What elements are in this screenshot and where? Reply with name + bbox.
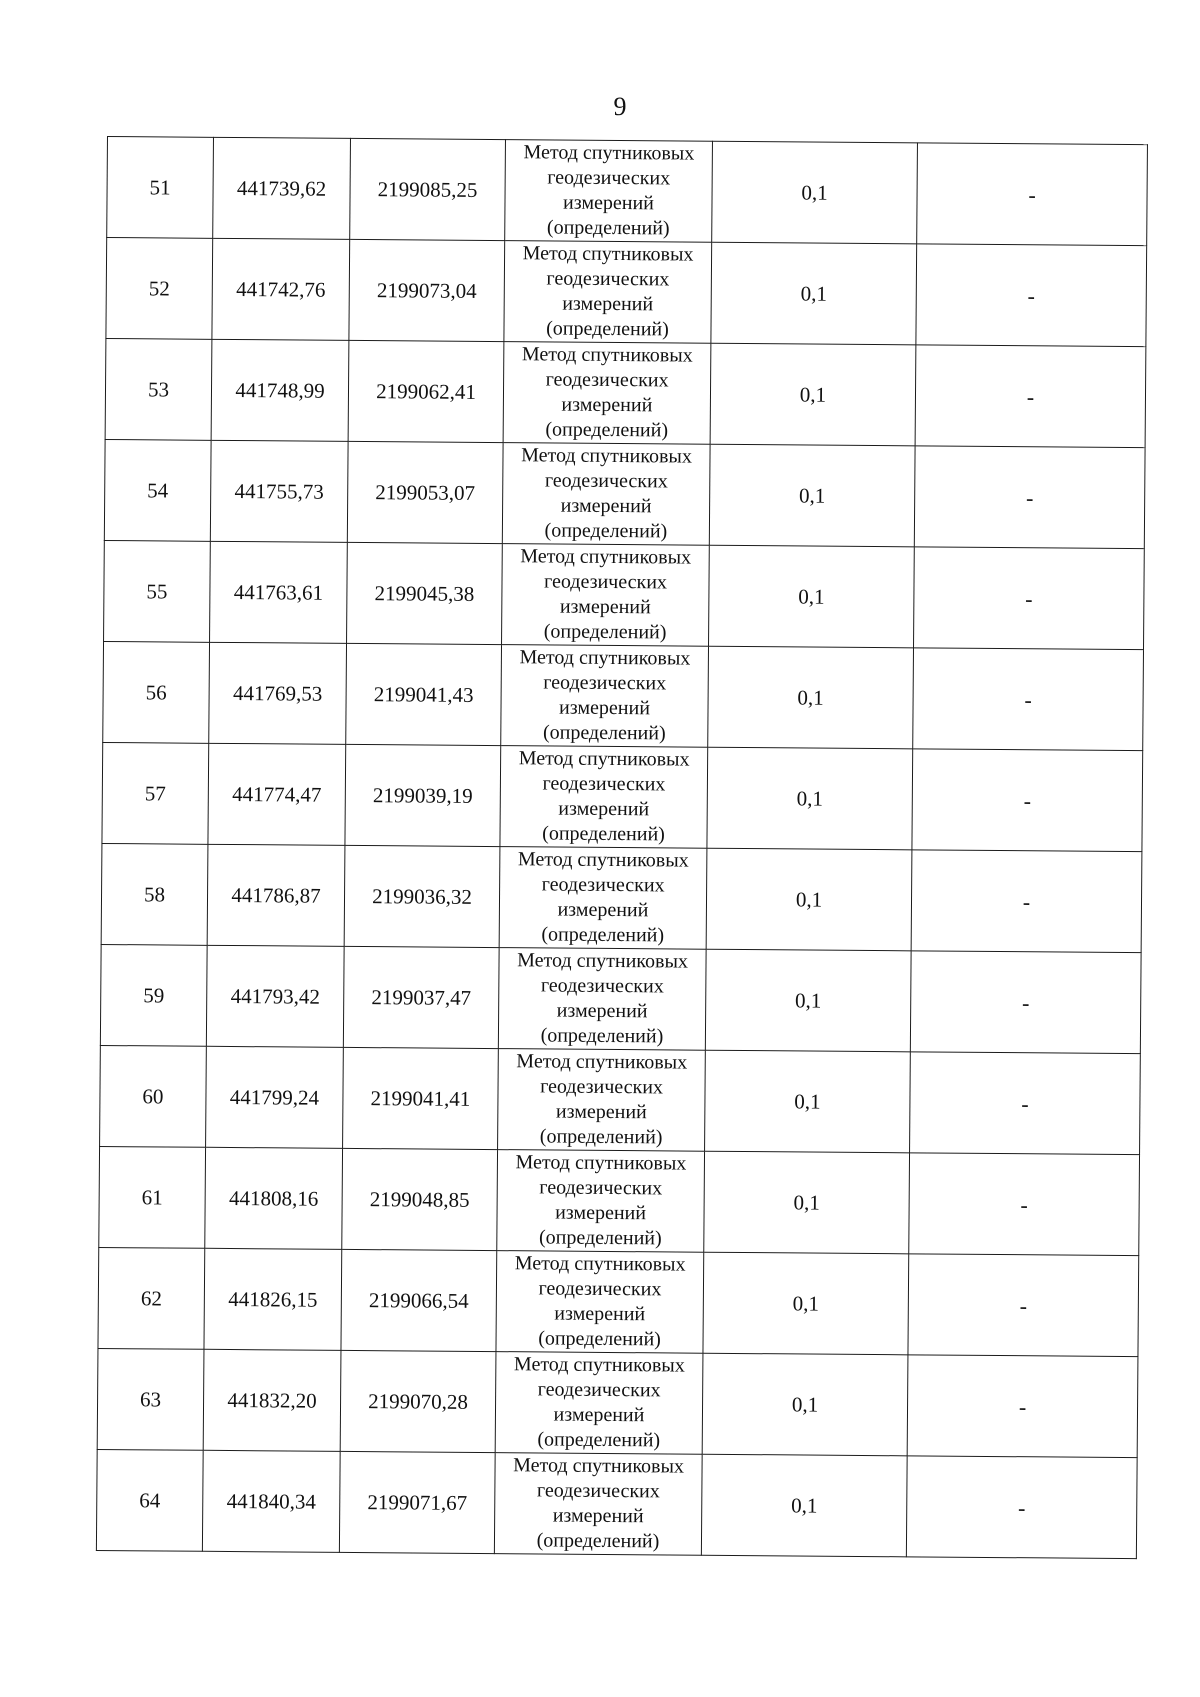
- table-row: [97, 1348, 1138, 1457]
- point-number-cell: 64: [96, 1449, 203, 1551]
- method-text-line: Метод спутниковых: [519, 646, 691, 670]
- method-text-line: измерений: [553, 1403, 645, 1427]
- method-cell: [495, 1352, 703, 1455]
- x-coordinate-cell: 441793,42: [206, 945, 344, 1047]
- x-coordinate-cell: 441826,15: [204, 1248, 342, 1350]
- y-coordinate-cell: 2199062,41: [348, 340, 504, 442]
- method-text-line: (определений): [537, 1428, 661, 1452]
- method-text-line: измерений: [562, 292, 654, 316]
- table-row: [104, 540, 1145, 649]
- coordinates-table-wrapper: [96, 136, 1147, 1559]
- point-number-cell: 56: [103, 641, 210, 743]
- point-number-cell: 57: [102, 742, 209, 844]
- point-number-cell: 51: [107, 137, 214, 239]
- method-text-line: геодезических: [543, 671, 667, 695]
- method-text-line: Метод спутниковых: [513, 1353, 685, 1377]
- method-text-line: (определений): [542, 822, 665, 846]
- y-coordinate-cell: 2199066,54: [341, 1249, 497, 1351]
- x-coordinate-cell: 441808,16: [205, 1147, 343, 1249]
- method-text-line: измерений: [560, 494, 652, 518]
- method-cell: [498, 948, 706, 1051]
- method-cell: [494, 1453, 702, 1556]
- method-text-line: (определений): [540, 1024, 664, 1048]
- method-cell: [501, 645, 709, 748]
- method-text-line: Метод спутниковых: [516, 1050, 688, 1074]
- accuracy-cell: 0,1: [712, 141, 918, 244]
- method-cell: [498, 1049, 706, 1152]
- method-text-line: геодезических: [545, 368, 669, 392]
- point-number-cell: 55: [104, 540, 211, 642]
- description-cell: -: [910, 951, 1141, 1054]
- x-coordinate-cell: 441763,61: [210, 541, 348, 643]
- method-cell: [500, 746, 708, 849]
- description-cell: -: [917, 143, 1148, 246]
- method-text-line: геодезических: [539, 1176, 663, 1200]
- method-text-line: геодезических: [546, 267, 670, 291]
- method-text-line: (определений): [544, 519, 668, 543]
- description-cell: -: [910, 1052, 1141, 1155]
- accuracy-cell: 0,1: [702, 1353, 908, 1456]
- y-coordinate-cell: 2199048,85: [342, 1148, 498, 1250]
- x-coordinate-cell: 441739,62: [213, 137, 351, 239]
- accuracy-cell: 0,1: [709, 545, 915, 648]
- page-number: 9: [613, 92, 627, 121]
- accuracy-cell: 0,1: [701, 1454, 907, 1557]
- table-row: [102, 742, 1143, 851]
- accuracy-cell: 0,1: [710, 343, 916, 446]
- x-coordinate-cell: 441769,53: [209, 642, 347, 744]
- method-text-line: (определений): [536, 1529, 660, 1553]
- description-cell: -: [914, 547, 1145, 650]
- method-text-line: измерений: [557, 898, 649, 922]
- point-number-cell: 61: [99, 1146, 206, 1248]
- method-text-line: (определений): [546, 216, 670, 240]
- accuracy-cell: 0,1: [705, 949, 911, 1052]
- method-text-line: Метод спутниковых: [517, 848, 689, 872]
- method-cell: [497, 1150, 705, 1253]
- table-row: [107, 137, 1148, 246]
- accuracy-cell: 0,1: [705, 1050, 911, 1153]
- y-coordinate-cell: 2199070,28: [340, 1350, 496, 1452]
- method-text-line: Метод спутниковых: [517, 949, 689, 973]
- method-text-line: геодезических: [544, 469, 668, 493]
- method-cell: [503, 342, 711, 445]
- table-row: [101, 843, 1142, 952]
- point-number-cell: 63: [97, 1348, 204, 1450]
- description-cell: -: [913, 648, 1144, 751]
- method-text-line: геодезических: [543, 570, 668, 594]
- method-text-line: измерений: [559, 696, 651, 720]
- y-coordinate-cell: 2199036,32: [344, 845, 500, 947]
- method-text-line: Метод спутниковых: [515, 1151, 687, 1175]
- method-text-line: геодезических: [542, 772, 666, 796]
- description-cell: -: [908, 1254, 1139, 1357]
- method-text-line: (определений): [545, 418, 669, 442]
- method-text-line: геодезических: [537, 1378, 661, 1402]
- table-row: [104, 439, 1145, 548]
- method-text-line: (определений): [539, 1125, 663, 1149]
- method-cell: [499, 847, 707, 950]
- y-coordinate-cell: 2199041,43: [346, 643, 502, 745]
- method-text-line: геодезических: [536, 1479, 660, 1503]
- point-number-cell: 58: [101, 843, 208, 945]
- y-coordinate-cell: 2199045,38: [347, 542, 503, 644]
- method-text-line: (определений): [546, 317, 669, 341]
- method-cell: [505, 140, 713, 243]
- method-text-line: геодезических: [547, 166, 671, 190]
- method-text-line: измерений: [556, 999, 648, 1023]
- method-text-line: Метод спутниковых: [523, 141, 695, 165]
- method-text-line: Метод спутниковых: [514, 1252, 686, 1276]
- method-text-line: Метод спутниковых: [520, 545, 692, 569]
- method-text-line: (определений): [538, 1226, 662, 1250]
- method-text-line: Метод спутниковых: [521, 343, 693, 367]
- description-cell: -: [914, 446, 1145, 549]
- method-cell: [504, 241, 712, 344]
- method-text-line: Метод спутниковых: [521, 444, 692, 468]
- accuracy-cell: 0,1: [711, 242, 917, 345]
- method-text-line: Метод спутниковых: [522, 242, 694, 266]
- point-number-cell: 59: [100, 944, 207, 1046]
- method-text-line: (определений): [542, 721, 666, 745]
- point-number-cell: 53: [105, 338, 212, 440]
- coordinates-table: [96, 136, 1148, 1559]
- accuracy-cell: 0,1: [703, 1252, 909, 1355]
- accuracy-cell: 0,1: [709, 444, 915, 547]
- method-cell: [502, 443, 710, 546]
- table-row: [98, 1247, 1139, 1356]
- x-coordinate-cell: 441799,24: [206, 1046, 344, 1148]
- table-row: [96, 1449, 1137, 1558]
- x-coordinate-cell: 441840,34: [202, 1450, 340, 1552]
- accuracy-cell: 0,1: [707, 747, 913, 850]
- description-cell: -: [915, 345, 1146, 448]
- table-row: [106, 238, 1147, 347]
- method-text-line: Метод спутниковых: [513, 1454, 685, 1478]
- method-text-line: геодезических: [540, 974, 664, 998]
- description-cell: -: [906, 1456, 1137, 1559]
- y-coordinate-cell: 2199041,41: [343, 1047, 499, 1149]
- x-coordinate-cell: 441755,73: [210, 440, 348, 542]
- point-number-cell: 52: [106, 238, 213, 340]
- method-cell: [502, 544, 710, 647]
- method-text-line: (определений): [543, 620, 667, 644]
- method-text-line: измерений: [561, 393, 653, 417]
- description-cell: -: [912, 749, 1143, 852]
- x-coordinate-cell: 441742,76: [212, 238, 350, 340]
- y-coordinate-cell: 2199037,47: [343, 946, 499, 1048]
- method-text-line: (определений): [541, 923, 665, 947]
- method-text-line: геодезических: [541, 873, 665, 897]
- method-text-line: измерений: [552, 1504, 644, 1528]
- table-row: [100, 944, 1141, 1053]
- y-coordinate-cell: 2199085,25: [350, 138, 506, 240]
- method-text-line: измерений: [555, 1201, 647, 1225]
- table-body: [96, 137, 1147, 1559]
- method-text-line: геодезических: [540, 1075, 664, 1099]
- table-row: [103, 641, 1144, 750]
- accuracy-cell: 0,1: [708, 646, 914, 749]
- description-cell: -: [907, 1355, 1138, 1458]
- method-text-line: Метод спутниковых: [518, 747, 690, 771]
- y-coordinate-cell: 2199073,04: [349, 239, 505, 341]
- method-cell: [496, 1251, 704, 1354]
- x-coordinate-cell: 441774,47: [208, 743, 346, 845]
- accuracy-cell: 0,1: [704, 1151, 910, 1254]
- description-cell: -: [911, 850, 1142, 953]
- point-number-cell: 62: [98, 1247, 205, 1349]
- y-coordinate-cell: 2199039,19: [345, 744, 501, 846]
- method-text-line: измерений: [562, 191, 654, 215]
- description-cell: -: [909, 1153, 1140, 1256]
- method-text-line: геодезических: [538, 1277, 662, 1301]
- point-number-cell: 60: [100, 1045, 207, 1147]
- y-coordinate-cell: 2199053,07: [347, 441, 503, 543]
- y-coordinate-cell: 2199071,67: [339, 1451, 495, 1553]
- table-row: [100, 1045, 1141, 1154]
- accuracy-cell: 0,1: [706, 848, 912, 951]
- method-text-line: измерений: [559, 595, 651, 619]
- x-coordinate-cell: 441832,20: [203, 1349, 341, 1451]
- point-number-cell: 54: [104, 439, 211, 541]
- method-text-line: измерений: [555, 1100, 647, 1124]
- method-text-line: (определений): [538, 1327, 661, 1351]
- table-row: [99, 1146, 1140, 1255]
- x-coordinate-cell: 441786,87: [207, 844, 345, 946]
- description-cell: -: [916, 244, 1147, 347]
- method-text-line: измерений: [554, 1302, 646, 1326]
- method-text-line: измерений: [558, 797, 650, 821]
- table-row: [105, 338, 1146, 447]
- x-coordinate-cell: 441748,99: [211, 339, 349, 441]
